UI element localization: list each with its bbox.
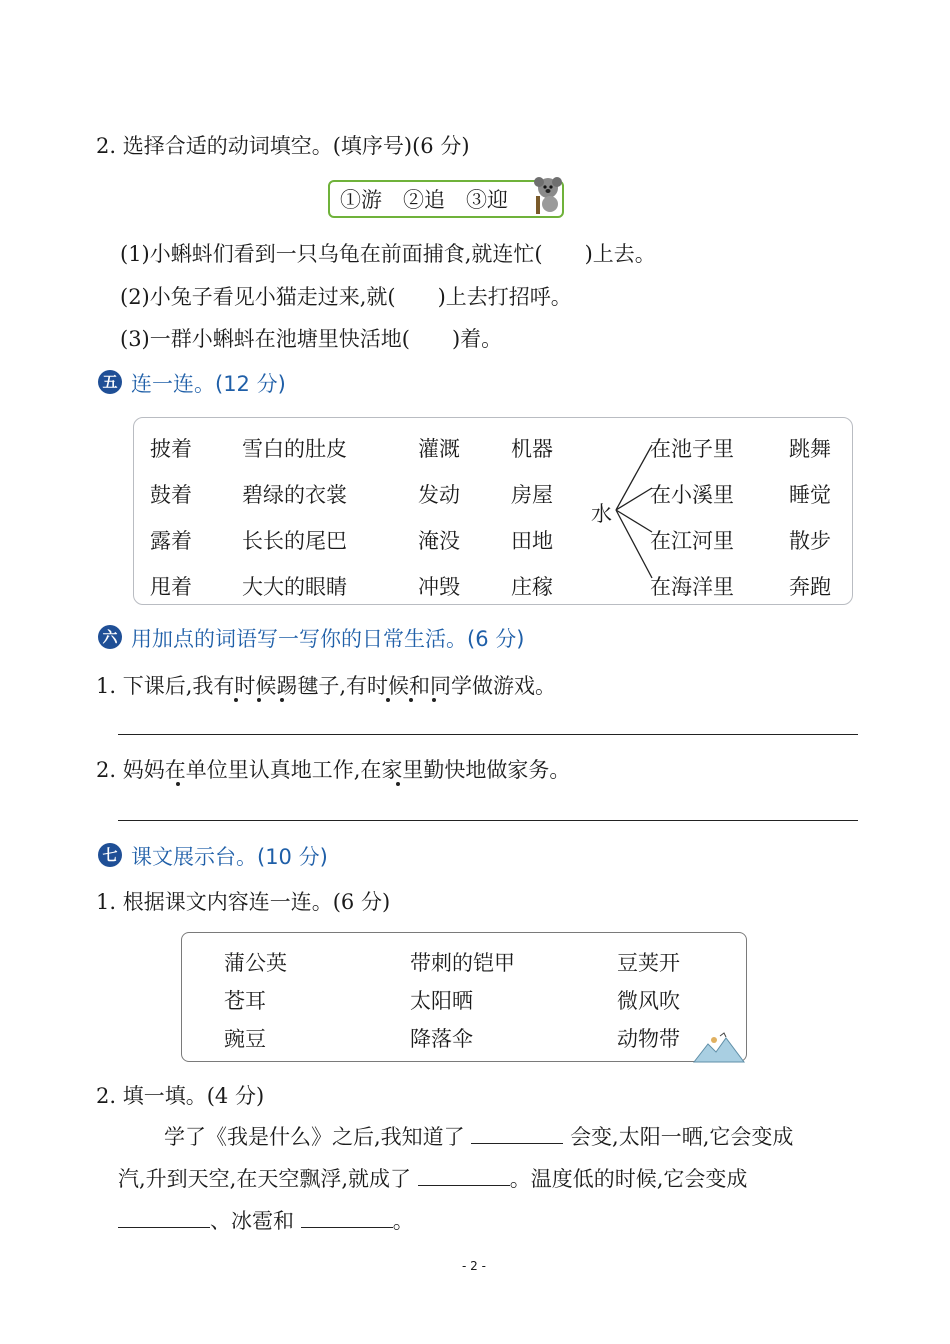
option-list: ①游 ②追 ③迎 bbox=[340, 188, 508, 212]
section-5-badge: 五 bbox=[98, 370, 122, 394]
list-item: 豆荚开 bbox=[617, 951, 680, 975]
section-5-col-1 bbox=[150, 426, 192, 610]
list-item: 披着 bbox=[150, 437, 192, 461]
question-2-item-3: (3)一群小蝌蚪在池塘里快活地( )着。 bbox=[120, 327, 503, 351]
list-item: 长长的尾巴 bbox=[242, 529, 347, 553]
section-5-col-6 bbox=[789, 426, 831, 610]
list-item: 散步 bbox=[789, 529, 831, 553]
list-item: 雪白的肚皮 bbox=[242, 437, 347, 461]
list-item: 在小溪里 bbox=[650, 483, 734, 507]
list-item: 奔跑 bbox=[789, 575, 831, 599]
blank-field[interactable] bbox=[301, 1209, 393, 1228]
emphasis-dot bbox=[386, 698, 390, 702]
list-item: 太阳晒 bbox=[410, 989, 473, 1013]
list-item: 苍耳 bbox=[224, 989, 266, 1013]
answer-line-2[interactable] bbox=[118, 820, 858, 821]
list-item: 淹没 bbox=[418, 529, 460, 553]
koala-icon bbox=[530, 174, 566, 214]
question-2-item-1: (1)小蝌蚪们看到一只乌龟在前面捕食,就连忙( )上去。 bbox=[120, 242, 656, 266]
list-item: 冲毁 bbox=[418, 575, 460, 599]
section-5-col-4 bbox=[511, 426, 553, 610]
section-5-col-2 bbox=[242, 426, 347, 610]
section-6-title: 用加点的词语写一写你的日常生活。(6 分) bbox=[131, 627, 525, 651]
list-item: 灌溉 bbox=[418, 437, 460, 461]
paragraph-text: 学了《我是什么》之后,我知道了 bbox=[164, 1125, 465, 1149]
question-2-item-2: (2)小兔子看见小猫走过来,就( )上去打招呼。 bbox=[120, 285, 572, 309]
section-7-col-2 bbox=[410, 944, 515, 1058]
paragraph-text: 。 bbox=[392, 1209, 414, 1233]
list-item: 在池子里 bbox=[650, 437, 734, 461]
section-7-col-3 bbox=[617, 944, 680, 1058]
section-7-question-1: 1. 根据课文内容连一连。(6 分) bbox=[96, 890, 391, 914]
list-item: 发动 bbox=[418, 483, 460, 507]
emphasis-dot bbox=[409, 698, 413, 702]
list-item: 大大的眼睛 bbox=[242, 575, 347, 599]
matching-box-5 bbox=[133, 417, 853, 605]
answer-line-1[interactable] bbox=[118, 734, 858, 735]
fill-paragraph bbox=[118, 1116, 860, 1242]
list-item: 房屋 bbox=[511, 483, 553, 507]
list-item: 机器 bbox=[511, 437, 553, 461]
section-7-col-1 bbox=[224, 944, 287, 1058]
paragraph-text: 会变,太阳一晒,它会变成 bbox=[570, 1125, 794, 1149]
question-2-title: 2. 选择合适的动词填空。(填序号)(6 分) bbox=[96, 134, 470, 158]
emphasis-dot bbox=[432, 698, 436, 702]
list-item: 动物带 bbox=[617, 1027, 680, 1051]
list-item: 庄稼 bbox=[511, 575, 553, 599]
list-item: 跳舞 bbox=[789, 437, 831, 461]
emphasis-dot bbox=[396, 782, 400, 786]
section-6-badge: 六 bbox=[98, 625, 122, 649]
list-item: 带刺的铠甲 bbox=[410, 951, 515, 975]
list-item: 甩着 bbox=[150, 575, 192, 599]
page-number: - 2 - bbox=[462, 1259, 486, 1273]
list-item: 田地 bbox=[511, 529, 553, 553]
paragraph-text: 。温度低的时候,它会变成 bbox=[509, 1167, 748, 1191]
blank-field[interactable] bbox=[471, 1125, 563, 1144]
list-item: 睡觉 bbox=[789, 483, 831, 507]
list-item: 碧绿的衣裳 bbox=[242, 483, 347, 507]
section-7-title: 课文展示台。(10 分) bbox=[131, 845, 328, 869]
list-item: 豌豆 bbox=[224, 1027, 266, 1051]
section-5-col-3 bbox=[418, 426, 460, 610]
emphasis-dot bbox=[257, 698, 261, 702]
list-item: 蒲公英 bbox=[224, 951, 287, 975]
section-7-badge: 七 bbox=[98, 843, 122, 867]
emphasis-dot bbox=[176, 782, 180, 786]
section-5-title: 连一连。(12 分) bbox=[131, 372, 286, 396]
blank-field[interactable] bbox=[418, 1167, 510, 1186]
water-label: 水 bbox=[591, 502, 612, 526]
section-6-question-1: 1. 下课后,我有时候踢毽子,有时候和同学做游戏。 bbox=[96, 674, 557, 698]
list-item: 鼓着 bbox=[150, 483, 192, 507]
paragraph-text: 、冰雹和 bbox=[210, 1209, 294, 1233]
list-item: 在海洋里 bbox=[650, 575, 734, 599]
blank-field[interactable] bbox=[118, 1209, 210, 1228]
list-item: 微风吹 bbox=[617, 989, 680, 1013]
section-5-col-5 bbox=[650, 426, 734, 610]
emphasis-dot bbox=[280, 698, 284, 702]
paragraph-text: 汽,升到天空,在天空飘浮,就成了 bbox=[118, 1167, 412, 1191]
section-6-question-2: 2. 妈妈在单位里认真地工作,在家里勤快地做家务。 bbox=[96, 758, 571, 782]
decoration-icon bbox=[690, 1030, 748, 1064]
list-item: 露着 bbox=[150, 529, 192, 553]
list-item: 降落伞 bbox=[410, 1027, 473, 1051]
section-7-question-2: 2. 填一填。(4 分) bbox=[96, 1084, 265, 1108]
emphasis-dot bbox=[234, 698, 238, 702]
list-item: 在江河里 bbox=[650, 529, 734, 553]
